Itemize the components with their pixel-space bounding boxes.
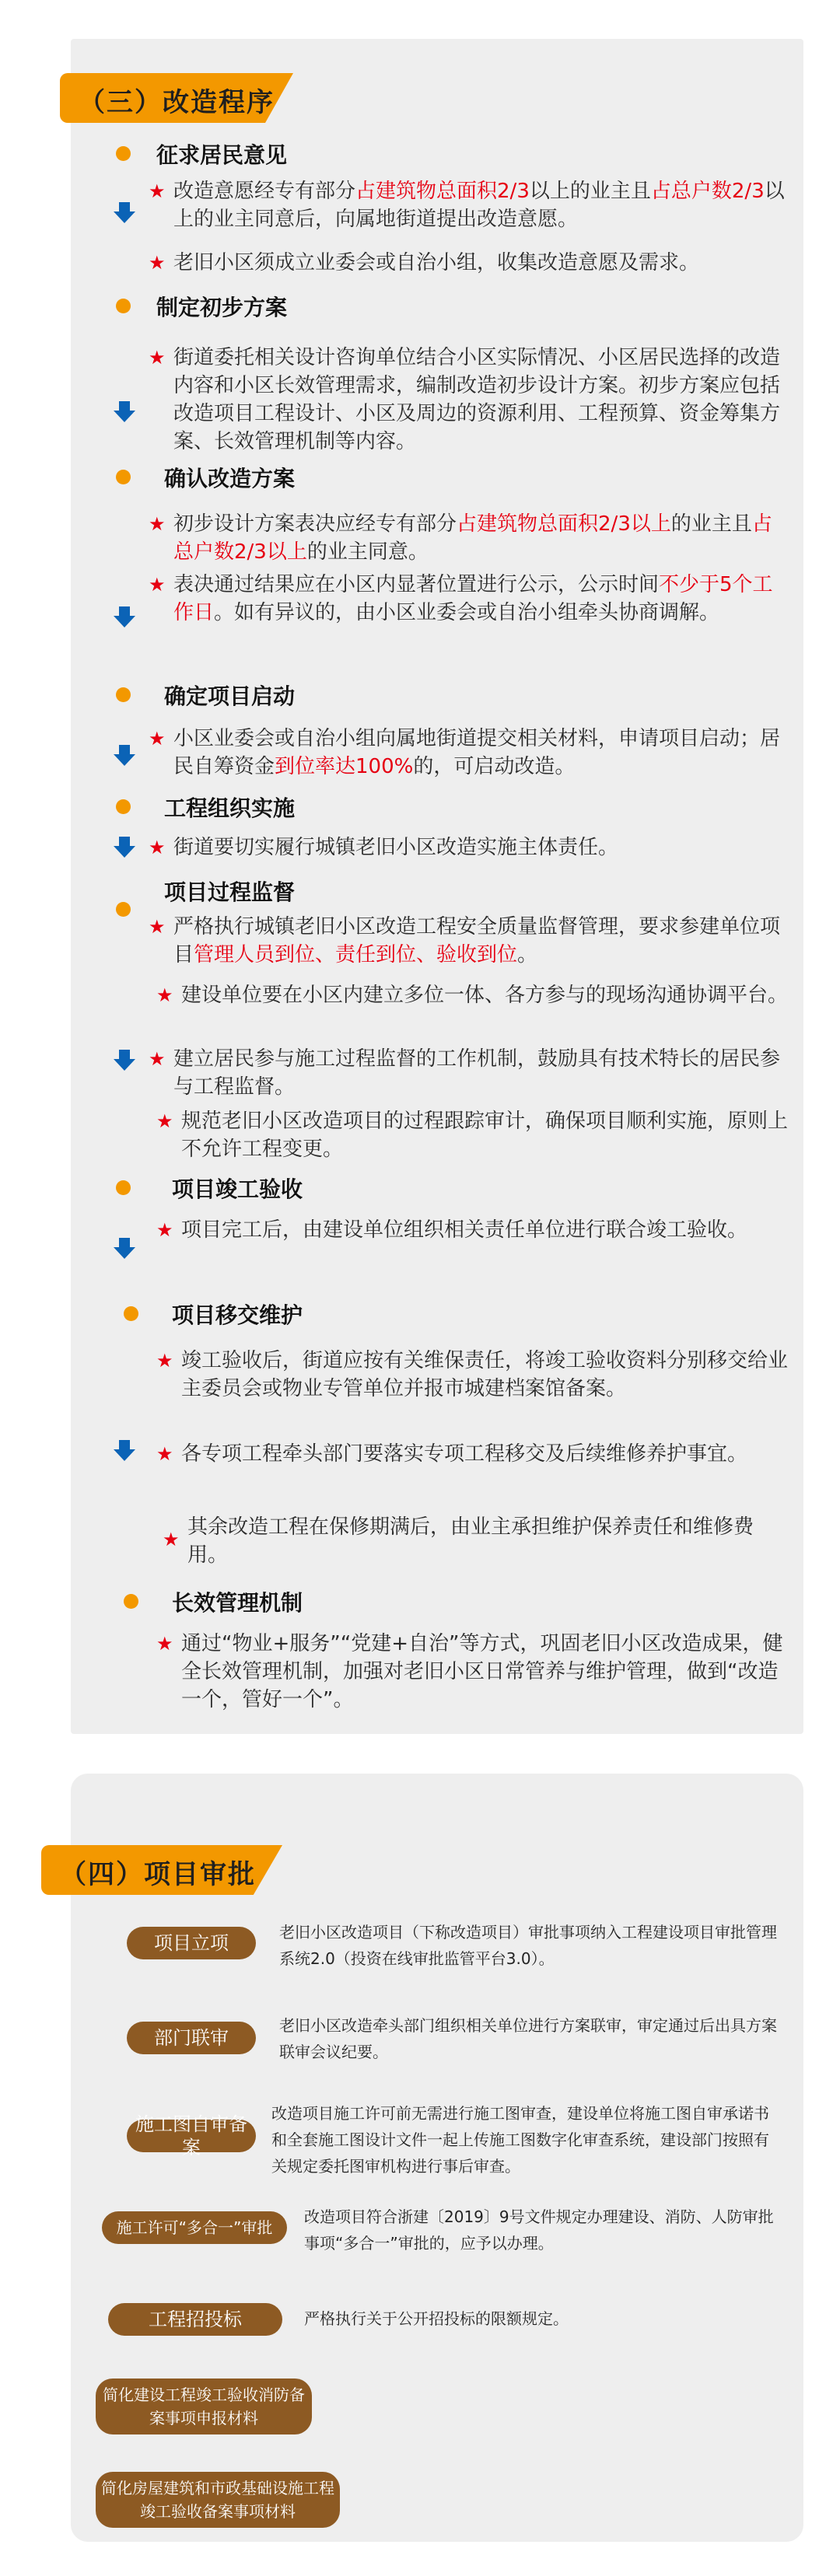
step-text: 小区业委会或自治小组向属地街道提交相关材料，申请项目启动；居民自筹资金到位率达100%的，可启动改造。 bbox=[173, 727, 781, 778]
bullet-dot-icon bbox=[124, 1306, 138, 1321]
section-procedure-banner bbox=[60, 73, 293, 123]
step-text: 街道要切实履行城镇老旧小区改造实施主体责任。 bbox=[173, 836, 619, 859]
step-text: 表决通过结果应在小区内显著位置进行公示，公示时间不少于5个工作日。如有异议的，由小区业委会或自治小组牵头协商调解。 bbox=[173, 573, 773, 624]
arrow-down-icon bbox=[113, 201, 136, 224]
step-heading: 项目竣工验收 bbox=[172, 1176, 303, 1202]
approval-item-desc: 老旧小区改造项目（下称改造项目）审批事项纳入工程建设项目审批管理系统2.0（投资在线审批监管平台3.0）。 bbox=[279, 1923, 777, 1968]
star-icon: ★ bbox=[149, 728, 166, 750]
step-text: 建设单位要在小区内建立多位一体、各方参与的现场沟通协调平台。 bbox=[181, 984, 789, 1007]
star-icon: ★ bbox=[149, 837, 166, 858]
step-heading: 项目过程监督 bbox=[164, 879, 296, 905]
arrow-down-icon bbox=[113, 400, 136, 423]
section-approval-title: （四）项目审批 bbox=[60, 1859, 256, 1890]
bullet-dot-icon bbox=[116, 687, 131, 702]
step-heading: 确认改造方案 bbox=[164, 466, 296, 491]
step-heading: 制定初步方案 bbox=[156, 295, 288, 320]
section-approval-panel bbox=[60, 1774, 803, 2542]
section-approval-banner bbox=[41, 1845, 282, 1895]
step-text: 街道委托相关设计咨询单位结合小区实际情况、小区居民选择的改造内容和小区长效管理需求，编制改造初步设计方案。初步方案应包括改造项目工程设计、小区及周边的资源利用、工程预算、资金筹集方案、长效管理机制等内容。 bbox=[173, 346, 781, 453]
step-text: 改造意愿经专有部分占建筑物总面积2/3以上的业主且占总户数2/3以上的业主同意后，向属地街道提出改造意愿。 bbox=[173, 180, 785, 231]
approval-item-desc: 严格执行关于公开招投标的限额规定。 bbox=[304, 2309, 569, 2328]
step-heading: 征求居民意见 bbox=[156, 142, 288, 168]
step-text: 初步设计方案表决应经专有部分占建筑物总面积2/3以上的业主且占总户数2/3以上的业主同意。 bbox=[173, 512, 772, 564]
bullet-dot-icon bbox=[116, 902, 131, 917]
approval-item-label: 工程招投标 bbox=[108, 2303, 282, 2336]
star-icon: ★ bbox=[149, 180, 166, 202]
bullet-dot-icon bbox=[116, 1180, 131, 1195]
arrow-down-icon bbox=[113, 743, 136, 767]
star-icon: ★ bbox=[156, 1633, 173, 1655]
approval-item-label: 项目立项 bbox=[127, 1927, 256, 1959]
section-procedure-title: （三）改造程序 bbox=[79, 87, 275, 118]
approval-item-label: 施工图自审备案 bbox=[127, 2120, 256, 2152]
approval-item-desc: 老旧小区改造牵头部门组织相关单位进行方案联审，审定通过后出具方案联审会议纪要。 bbox=[279, 2016, 777, 2061]
star-icon: ★ bbox=[149, 347, 166, 369]
bullet-dot-icon bbox=[116, 470, 131, 484]
star-icon: ★ bbox=[156, 1350, 173, 1372]
bullet-dot-icon bbox=[124, 1594, 138, 1609]
arrow-down-icon bbox=[113, 835, 136, 858]
step-text: 竣工验收后，街道应按有关维保责任，将竣工验收资料分别移交给业主委员会或物业专管单位并报市城建档案馆备案。 bbox=[181, 1349, 789, 1400]
star-icon: ★ bbox=[156, 1219, 173, 1241]
step-heading: 项目移交维护 bbox=[172, 1302, 303, 1328]
arrow-down-icon bbox=[113, 1048, 136, 1071]
arrow-down-icon bbox=[113, 1236, 136, 1260]
approval-item-desc: 改造项目符合浙建〔2019〕9号文件规定办理建设、消防、人防审批事项“多合一”审批的，应予以办理。 bbox=[304, 2207, 774, 2253]
step-text: 项目完工后，由建设单位组织相关责任单位进行联合竣工验收。 bbox=[181, 1218, 748, 1242]
step-text: 其余改造工程在保修期满后，由业主承担维护保养责任和维修费用。 bbox=[187, 1515, 754, 1567]
step-text: 建立居民参与施工过程监督的工作机制，鼓励具有技术特长的居民参与工程监督。 bbox=[173, 1047, 781, 1099]
star-icon: ★ bbox=[149, 513, 166, 535]
step-text: 各专项工程牵头部门要落实专项工程移交及后续维修养护事宜。 bbox=[181, 1442, 748, 1466]
star-icon: ★ bbox=[156, 1443, 173, 1465]
star-icon: ★ bbox=[156, 984, 173, 1006]
bullet-dot-icon bbox=[116, 299, 131, 313]
approval-item-label: 部门联审 bbox=[127, 2022, 256, 2054]
step-text: 通过“物业+服务”“党建+自治”等方式，巩固老旧小区改造成果，健全长效管理机制，加强对老旧小区日常管养与维护管理，做到“改造一个，管好一个”。 bbox=[181, 1632, 783, 1711]
step-heading: 长效管理机制 bbox=[172, 1590, 303, 1616]
step-text: 规范老旧小区改造项目的过程跟踪审计，确保项目顺利实施，原则上不允许工程变更。 bbox=[181, 1110, 789, 1161]
approval-item-label: 施工许可“多合一”审批 bbox=[102, 2211, 287, 2244]
step-heading: 工程组织实施 bbox=[164, 795, 296, 821]
arrow-down-icon bbox=[113, 605, 136, 628]
approval-item-label: 简化建设工程竣工验收消防备案事项申报材料 bbox=[96, 2379, 312, 2434]
section-procedure-panel bbox=[71, 39, 803, 1734]
arrow-down-icon bbox=[113, 1438, 136, 1462]
star-icon: ★ bbox=[163, 1529, 180, 1550]
bullet-dot-icon bbox=[116, 799, 131, 814]
approval-item-desc: 改造项目施工许可前无需进行施工图审查，建设单位将施工图自审承诺书和全套施工图设计文件一起上传施工图数字化审查系统，建设部门按照有关规定委托图审机构进行事后审查。 bbox=[271, 2104, 769, 2176]
star-icon: ★ bbox=[149, 916, 166, 938]
step-heading: 确定项目启动 bbox=[164, 683, 296, 709]
star-icon: ★ bbox=[156, 1110, 173, 1132]
approval-item-label: 简化房屋建筑和市政基础设施工程竣工验收备案事项材料 bbox=[96, 2472, 340, 2528]
star-icon: ★ bbox=[149, 1048, 166, 1070]
star-icon: ★ bbox=[149, 252, 166, 274]
step-text: 老旧小区须成立业委会或自治小组，收集改造意愿及需求。 bbox=[173, 251, 700, 274]
step-text: 严格执行城镇老旧小区改造工程安全质量监督管理，要求参建单位项目管理人员到位、责任到位、验收到位。 bbox=[173, 915, 781, 966]
bullet-dot-icon bbox=[116, 146, 131, 161]
star-icon: ★ bbox=[149, 574, 166, 596]
